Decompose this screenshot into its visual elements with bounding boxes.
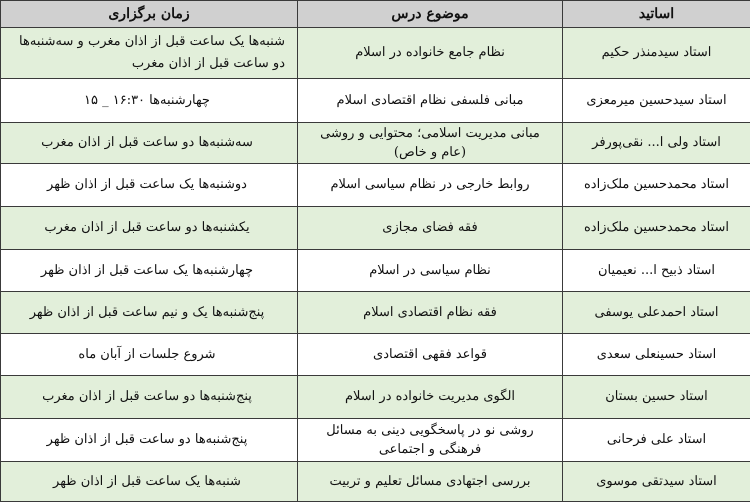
table-row — [1, 164, 750, 207]
teacher-cell: استاد علی فرحانی — [563, 419, 750, 462]
teacher-cell: استاد احمدعلی یوسفی — [563, 292, 750, 334]
header-time: زمان برگزاری — [1, 1, 298, 28]
header-subject: موضوع درس — [298, 1, 563, 28]
teacher-cell: استاد ولی ا... نقی‌پورفر — [563, 123, 750, 164]
header-row — [1, 1, 750, 28]
teacher-cell: استاد حسینعلی سعدی — [563, 334, 750, 376]
time-cell: شنبه‌ها یک ساعت قبل از اذان ظهر — [1, 462, 298, 502]
table-row — [1, 376, 750, 419]
time-cell: پنج‌شنبه‌ها دو ساعت قبل از اذان مغرب — [1, 376, 298, 419]
teacher-cell: استاد ذبیح ا... نعیمیان — [563, 250, 750, 292]
subject-cell: فقه فضای مجازی — [298, 207, 563, 250]
subject-cell: روابط خارجی در نظام سیاسی اسلام — [298, 164, 563, 207]
teacher-cell: استاد سیدتقی موسوی — [563, 462, 750, 502]
teacher-cell: استاد حسین بستان — [563, 376, 750, 419]
time-cell: پنج‌شنبه‌ها دو ساعت قبل از اذان ظهر — [1, 419, 298, 462]
table-row — [1, 334, 750, 376]
teacher-cell: استاد محمدحسین ملک‌زاده — [563, 164, 750, 207]
table-row — [1, 419, 750, 462]
teacher-cell: استاد سیدمنذر حکیم — [563, 28, 750, 79]
subject-cell: نظام سیاسی در اسلام — [298, 250, 563, 292]
time-cell: شروع جلسات از آبان ماه — [1, 334, 298, 376]
table-row — [1, 250, 750, 292]
table-row — [1, 123, 750, 164]
subject-cell: مبانی فلسفی نظام اقتصادی اسلام — [298, 79, 563, 123]
subject-cell: بررسی اجتهادی مسائل تعلیم و تربیت — [298, 462, 563, 502]
time-cell: چهارشنبه‌ها ۱۶:۳۰ _ ۱۵ — [1, 79, 298, 123]
subject-cell: روشی نو در پاسخگویی دینی به مسائل فرهنگی و اجتماعی — [298, 419, 563, 462]
teacher-cell: استاد سیدحسین میرمعزی — [563, 79, 750, 123]
time-cell: چهارشنبه‌ها یک ساعت قبل از اذان ظهر — [1, 250, 298, 292]
subject-cell: نظام جامع خانواده در اسلام — [298, 28, 563, 79]
subject-cell: الگوی مدیریت خانواده در اسلام — [298, 376, 563, 419]
time-cell: یکشنبه‌ها دو ساعت قبل از اذان مغرب — [1, 207, 298, 250]
time-cell: دوشنبه‌ها یک ساعت قبل از اذان ظهر — [1, 164, 298, 207]
subject-cell: فقه نظام اقتصادی اسلام — [298, 292, 563, 334]
time-cell: سه‌شنبه‌ها دو ساعت قبل از اذان مغرب — [1, 123, 298, 164]
time-cell: پنج‌شنبه‌ها یک و نیم ساعت قبل از اذان ظهر — [1, 292, 298, 334]
subject-cell: مبانی مدیریت اسلامی؛ محتوایی و روشی (عام و خاص) — [298, 123, 563, 164]
teacher-cell: استاد محمدحسین ملک‌زاده — [563, 207, 750, 250]
table-row — [1, 28, 750, 79]
time-cell: شنبه‌ها یک ساعت قبل از اذان مغرب و سه‌شنبه‌ها دو ساعت قبل از اذان مغرب — [1, 28, 298, 79]
table-row — [1, 292, 750, 334]
table-row — [1, 462, 750, 502]
header-teachers: اساتید — [563, 1, 750, 28]
subject-cell: قواعد فقهی اقتصادی — [298, 334, 563, 376]
table-row — [1, 79, 750, 123]
table-row — [1, 207, 750, 250]
